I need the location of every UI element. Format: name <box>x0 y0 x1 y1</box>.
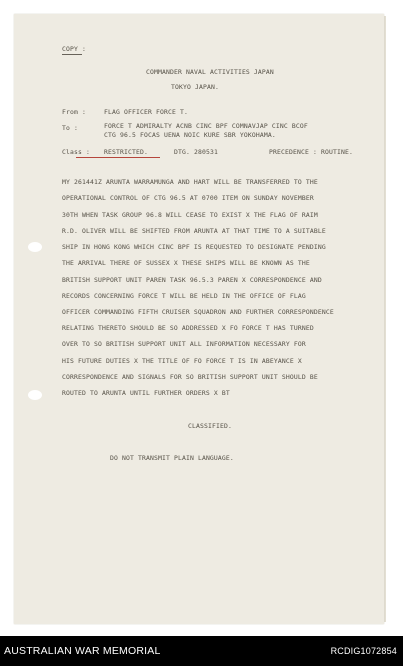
header-line-2: TOKYO JAPAN. <box>171 83 219 91</box>
body-line: ROUTED TO ARUNTA UNTIL FURTHER ORDERS X BT <box>62 389 230 397</box>
do-not-transmit-note: DO NOT TRANSMIT PLAIN LANGUAGE. <box>110 454 234 462</box>
to-line-2: CTG 96.5 FOCAS UENA NOIC KURE SBR YOKOHAMA. <box>104 131 276 139</box>
to-label: To : <box>62 124 78 132</box>
body-line: THE ARRIVAL THERE OF SUSSEX X THESE SHIPS WILL BE KNOWN AS THE <box>62 259 310 267</box>
archive-footer-bar <box>0 636 403 666</box>
copy-label: COPY : <box>62 45 86 53</box>
body-line: HIS FUTURE DUTIES X THE TITLE OF FO FORCE T IS IN ABEYANCE X <box>62 357 302 365</box>
dtg-value: DTG. 280531 <box>174 148 218 156</box>
class-label: Class : <box>62 148 90 156</box>
body-line: OFFICER COMMANDING FIFTH CRUISER SQUADRON AND FURTHER CORRESPONDENCE <box>62 308 334 316</box>
copy-underline <box>62 54 82 55</box>
to-line-1: FORCE T ADMIRALTY ACNB CINC BPF COMNAVJAP CINC BCOF <box>104 122 308 130</box>
body-line: RELATING THERETO SHOULD BE SO ADDRESSED X FO FORCE T HAS TURNED <box>62 324 314 332</box>
binder-hole-top <box>28 242 42 252</box>
classified-label: CLASSIFIED. <box>188 422 232 430</box>
body-line: BRITISH SUPPORT UNIT PAREN TASK 96.5.3 PAREN X CORRESPONDENCE AND <box>62 276 322 284</box>
institution-name: AUSTRALIAN WAR MEMORIAL <box>4 645 161 657</box>
header-line-1: COMMANDER NAVAL ACTIVITIES JAPAN <box>146 68 274 76</box>
body-line: CORRESPONDENCE AND SIGNALS FOR SO BRITISH SUPPORT UNIT SHOULD BE <box>62 373 318 381</box>
body-line: OPERATIONAL CONTROL OF CTG 96.5 AT 0700 ITEM ON SUNDAY NOVEMBER <box>62 194 314 202</box>
body-line: SHIP IN HONG KONG WHICH CINC BPF IS REQUESTED TO DESIGNATE PENDING <box>62 243 326 251</box>
body-line: 30TH WHEN TASK GROUP 96.8 WILL CEASE TO EXIST X THE FLAG OF RAIM <box>62 211 318 219</box>
classification-value: RESTRICTED. <box>104 148 148 156</box>
from-value: FLAG OFFICER FORCE T. <box>104 108 188 116</box>
document-page <box>14 14 384 624</box>
classification-red-underline <box>76 157 160 158</box>
body-line: R.D. OLIVER WILL BE SHIFTED FROM ARUNTA AT THAT TIME TO A SUITABLE <box>62 227 326 235</box>
body-line: MY 261441Z ARUNTA WARRAMUNGA AND HART WILL BE TRANSFERRED TO THE <box>62 178 318 186</box>
body-line: RECORDS CONCERNING FORCE T WILL BE HELD IN THE OFFICE OF FLAG <box>62 292 306 300</box>
binder-hole-bottom <box>28 390 42 400</box>
body-line: OVER TO SO BRITISH SUPPORT UNIT ALL INFORMATION NECESSARY FOR <box>62 340 306 348</box>
record-id: RCDIG1072854 <box>330 646 397 656</box>
precedence-value: PRECEDENCE : ROUTINE. <box>269 148 353 156</box>
from-label: From : <box>62 108 86 116</box>
